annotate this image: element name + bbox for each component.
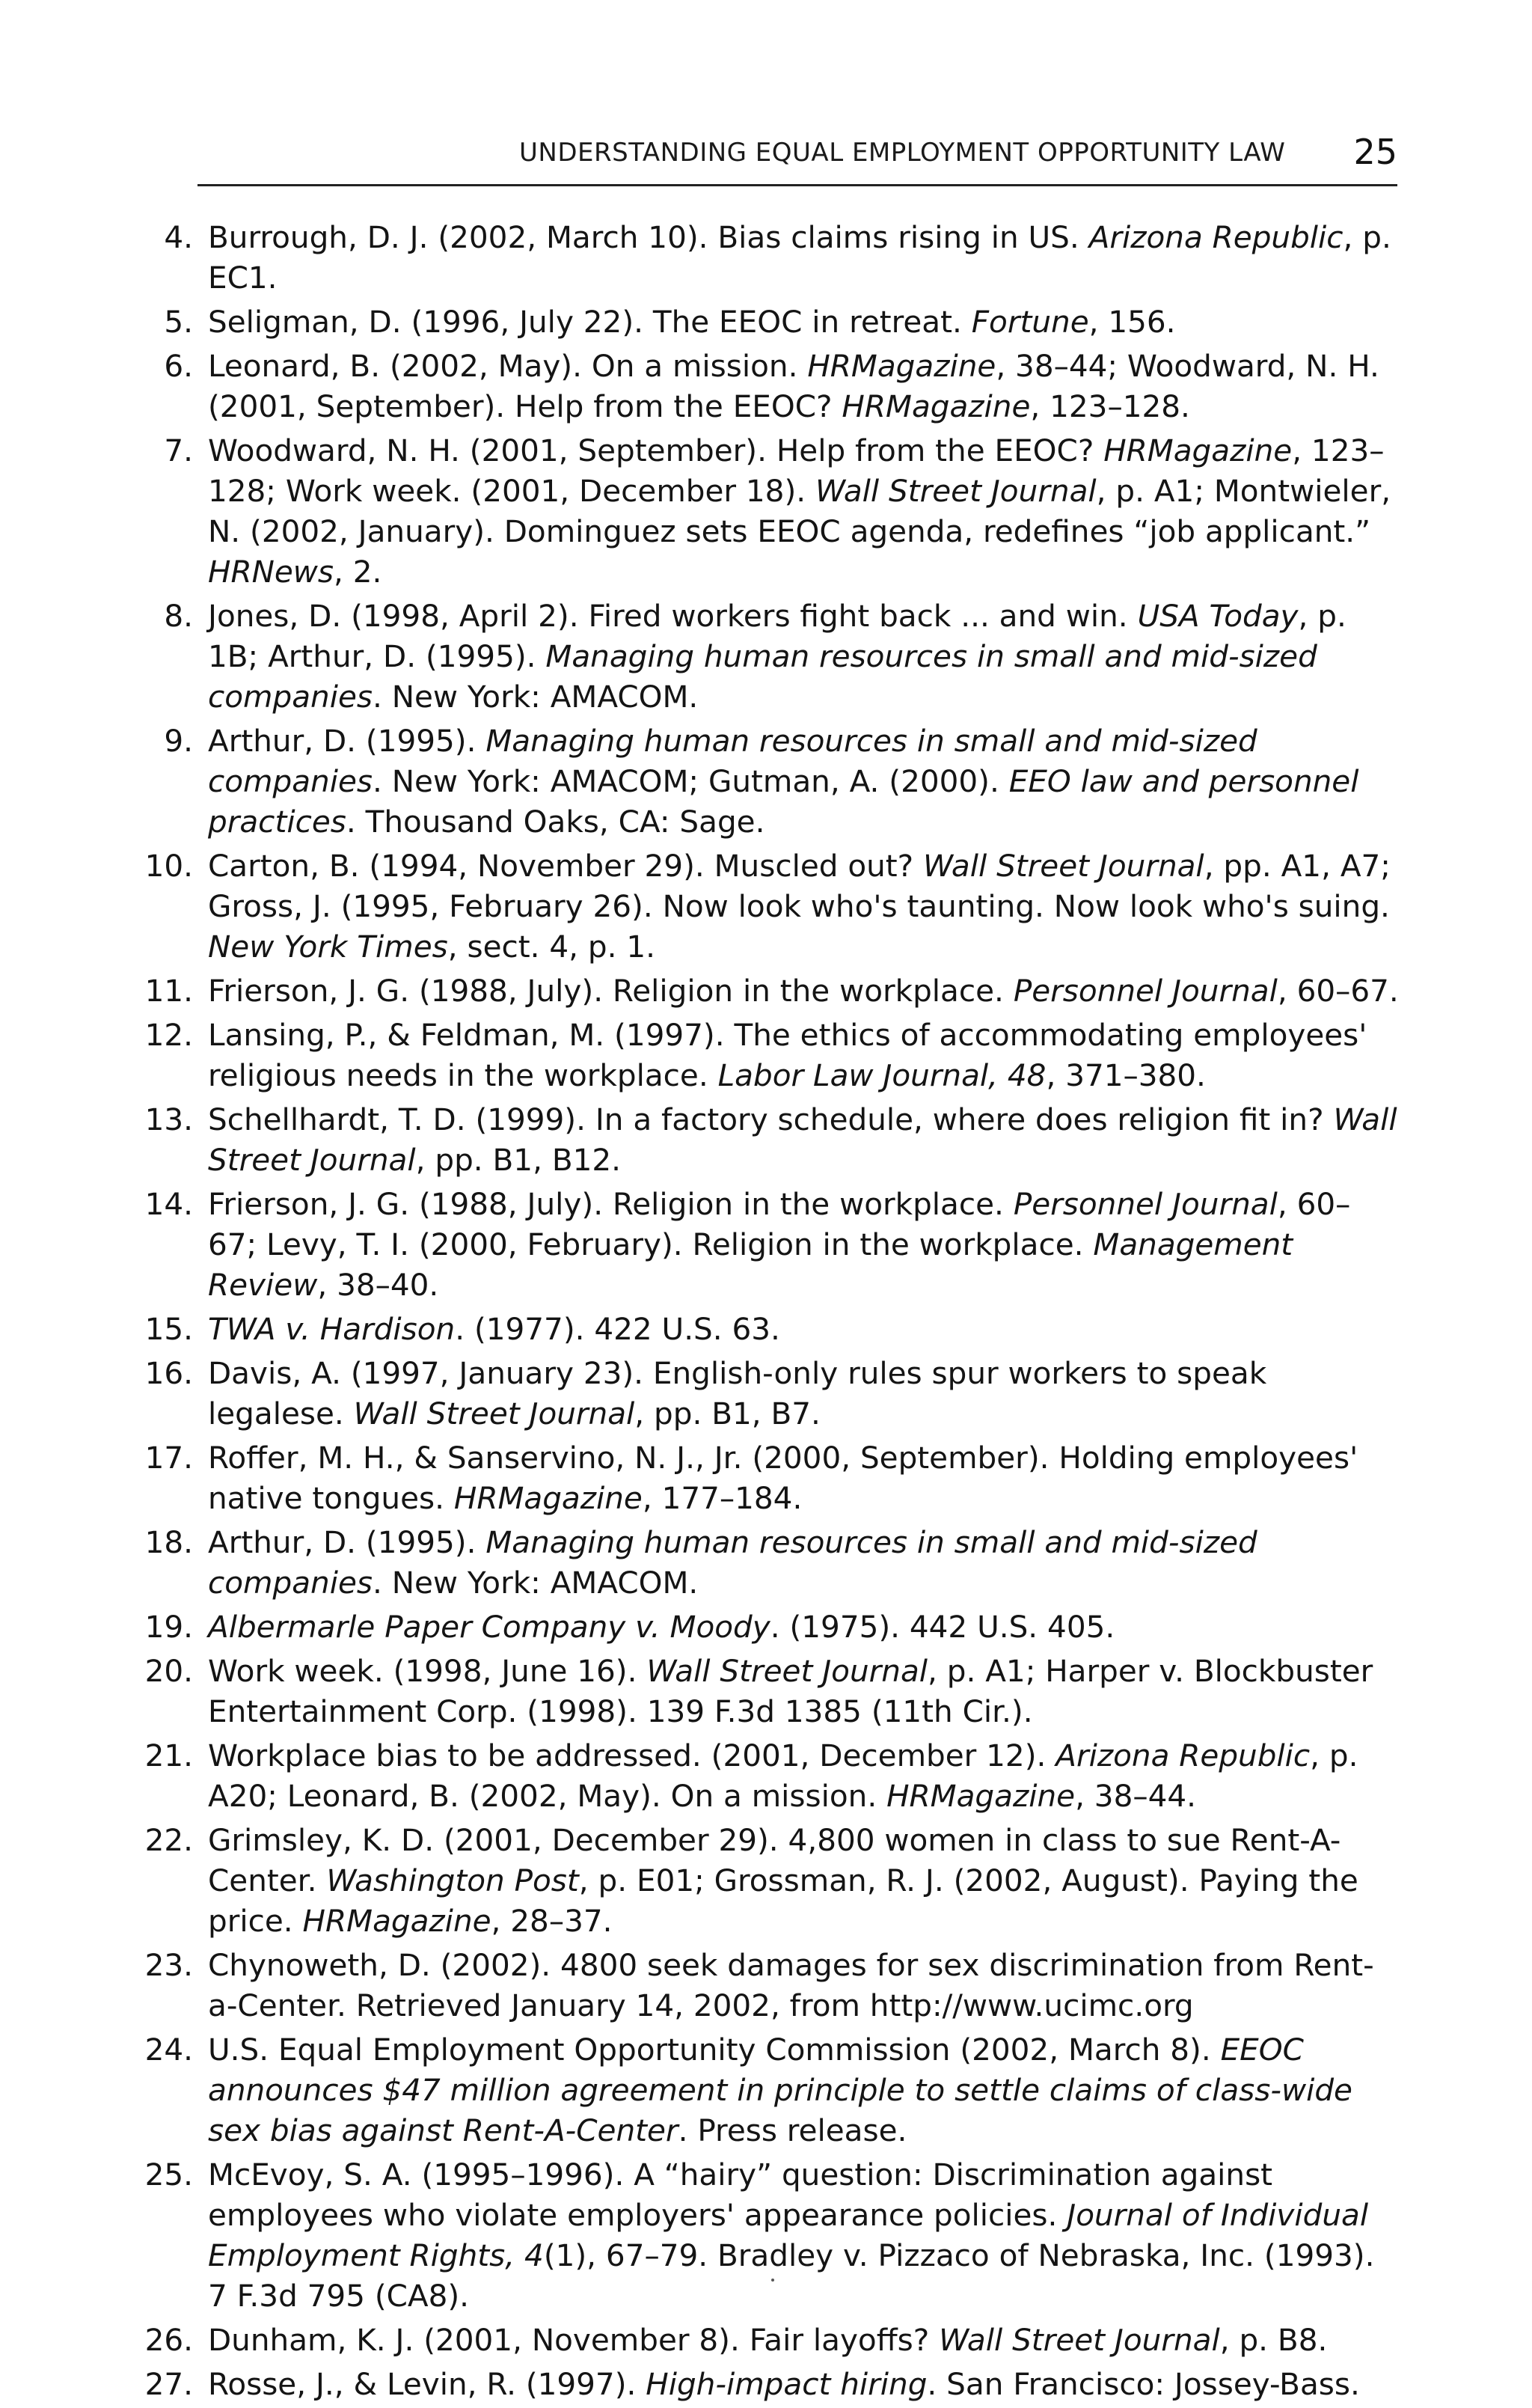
endnote-text [208, 1735, 1399, 1816]
citation-title: Managing human resources in small and mid-sized companies [208, 723, 1257, 799]
citation-text: Arthur, D. (1995). [208, 723, 486, 759]
citation-title: EEO law and personnel practices [208, 763, 1359, 840]
citation-text: , pp. B1, B7. [634, 1396, 821, 1431]
citation-text: . San Francisco: Jossey-Bass. [927, 2366, 1360, 2402]
citation-text: Arthur, D. (1995). [208, 1524, 486, 1560]
endnote-item [127, 596, 1399, 717]
citation-title: Personnel Journal [1013, 973, 1278, 1009]
citation-text: Davis, A. (1997, January 23). English-only rules spur workers to speak legalese. [208, 1355, 1267, 1431]
endnote-number: 6. [164, 348, 193, 384]
citation-text: Roffer, M. H., & Sanservino, N. J., Jr. (2000, September). Holding employees' native tongues. [208, 1440, 1358, 1516]
citation-text: Seligman, D. (1996, July 22). The EEOC in retreat. [208, 304, 972, 340]
citation-text: , p. 1B; Arthur, D. (1995). [208, 598, 1346, 674]
endnote-item [127, 2154, 1399, 2316]
endnote-text [208, 1820, 1399, 1941]
endnote-item [127, 1607, 1399, 1647]
citation-title: Washington Post [326, 1862, 579, 1898]
endnote-text [208, 1607, 1399, 1647]
endnote-text [208, 1353, 1399, 1434]
endnote-text [208, 971, 1399, 1011]
endnote-item [127, 846, 1399, 967]
citation-text: , 60–67. [1277, 973, 1399, 1009]
endnote-item [127, 721, 1399, 842]
citation-text: , 177–184. [642, 1480, 803, 1516]
citation-title: New York Times [208, 929, 448, 965]
endnote-item [127, 1015, 1399, 1095]
endnote-text [208, 1184, 1399, 1305]
citation-text: . Press release. [678, 2112, 907, 2148]
citation-title: High-impact hiring [646, 2366, 928, 2402]
endnote-text [208, 721, 1399, 842]
citation-title: Wall Street Journal [208, 1101, 1397, 1178]
citation-text: , 38–44. [1075, 1778, 1197, 1814]
endnote-item [127, 302, 1399, 342]
endnote-item [127, 1651, 1399, 1732]
citation-text: (1), 67–79. Bradley v. Pizzaco of Nebraska, Inc. (1993). 7 F.3d 795 (CA8). [208, 2237, 1375, 2314]
citation-text: . (1977). 422 U.S. 63. [455, 1311, 780, 1347]
citation-title: TWA v. Hardison [208, 1311, 456, 1347]
citation-text: , 38–44; Woodward, N. H. (2001, September). Help from the EEOC? [208, 348, 1379, 424]
endnote-item [127, 1945, 1399, 2026]
citation-title: Labor Law Journal, 48 [717, 1057, 1047, 1093]
citation-text: Lansing, P., & Feldman, M. (1997). The ethics of accommodating employees' religious needs in the workplace. [208, 1017, 1367, 1093]
citation-text: U.S. Equal Employment Opportunity Commission (2002, March 8). [208, 2032, 1221, 2068]
citation-text: Frierson, J. G. (1988, July). Religion in the workplace. [208, 1186, 1014, 1222]
endnote-text [208, 2364, 1399, 2404]
endnote-text [208, 346, 1399, 427]
endnote-number: 4. [164, 219, 193, 255]
citation-text: Rosse, J., & Levin, R. (1997). [208, 2366, 646, 2402]
endnote-number: 8. [164, 598, 193, 634]
endnote-number: 7. [164, 433, 193, 468]
citation-title: HRMagazine [1103, 433, 1293, 468]
endnote-text [208, 846, 1399, 967]
endnote-item [127, 1099, 1399, 1180]
citation-text: Schellhardt, T. D. (1999). In a factory schedule, where does religion fit in? [208, 1101, 1334, 1137]
citation-title: Managing human resources in small and mid-sized companies [208, 638, 1317, 715]
running-head: UNDERSTANDING EQUAL EMPLOYMENT OPPORTUNITY LAW [519, 138, 1286, 168]
page-header [197, 132, 1397, 183]
endnote-number: 16. [144, 1355, 193, 1391]
citation-text: , p. E01; Grossman, R. J. (2002, August). Paying the price. [208, 1862, 1358, 1939]
citation-text: , 28–37. [491, 1903, 613, 1939]
endnote-number: 20. [144, 1653, 193, 1689]
endnotes-list [127, 217, 1399, 2408]
endnote-item [127, 1735, 1399, 1816]
endnote-text [208, 302, 1399, 342]
citation-text: , p. A20; Leonard, B. (2002, May). On a mission. [208, 1738, 1358, 1814]
citation-text: , p. B8. [1219, 2322, 1328, 2358]
page-number: 25 [1353, 132, 1397, 172]
citation-title: HRMagazine [807, 348, 996, 384]
citation-title: Albermarle Paper Company v. Moody [208, 1609, 770, 1645]
citation-text: Work week. (1998, June 16). [208, 1653, 647, 1689]
citation-text: Burrough, D. J. (2002, March 10). Bias claims rising in US. [208, 219, 1089, 255]
citation-text: , 60–67; Levy, T. I. (2000, February). Religion in the workplace. [208, 1186, 1351, 1262]
citation-title: Wall Street Journal [646, 1653, 928, 1689]
citation-title: HRMagazine [886, 1778, 1076, 1814]
endnote-item [127, 1184, 1399, 1305]
endnote-number: 9. [164, 723, 193, 759]
citation-title: HRMagazine [302, 1903, 491, 1939]
endnote-number: 13. [144, 1101, 193, 1137]
citation-text: , 123–128. [1030, 388, 1190, 424]
citation-text: . New York: AMACOM; Gutman, A. (2000). [372, 763, 1009, 799]
endnote-number: 11. [144, 973, 193, 1009]
endnote-text [208, 1309, 1399, 1349]
citation-text: Chynoweth, D. (2002). 4800 seek damages for sex discrimination from Rent-a-Center. Retrieved January 14, 2002, from http://www.ucimc.org [208, 1947, 1374, 2023]
endnote-number: 14. [144, 1186, 193, 1222]
endnote-text [208, 2029, 1399, 2151]
citation-title: Journal of Individual Employment Rights, 4 [208, 2197, 1369, 2273]
header-rule [197, 184, 1397, 186]
citation-text: , 38–40. [317, 1267, 439, 1303]
citation-title: Fortune [971, 304, 1089, 340]
citation-title: Wall Street Journal [939, 2322, 1220, 2358]
citation-text: Jones, D. (1998, April 2). Fired workers fight back ... and win. [208, 598, 1138, 634]
citation-title: HRMagazine [453, 1480, 643, 1516]
endnote-text [208, 1945, 1399, 2026]
endnote-number: 22. [144, 1822, 193, 1858]
endnote-item [127, 2320, 1399, 2360]
citation-title: Arizona Republic [1055, 1738, 1311, 1773]
citation-text: , p. A1; Harper v. Blockbuster Entertainment Corp. (1998). 139 F.3d 1385 (11th Cir.). [208, 1653, 1373, 1729]
endnote-number: 18. [144, 1524, 193, 1560]
endnote-text [208, 217, 1399, 298]
citation-text: . New York: AMACOM. [372, 1565, 699, 1601]
endnote-item [127, 430, 1399, 592]
endnote-number: 5. [164, 304, 193, 340]
citation-text: , 371–380. [1046, 1057, 1206, 1093]
citation-text: , 123–128; Work week. (2001, December 18). [208, 433, 1385, 509]
citation-text: , p. A1; Montwieler, N. (2002, January). Dominguez sets EEOC agenda, redefines “job applicant.” [208, 473, 1391, 549]
endnote-number: 24. [144, 2032, 193, 2068]
endnote-item [127, 1309, 1399, 1349]
citation-title: EEOC announces $47 million agreement in principle to settle claims of class-wide sex bias against Rent-A-Center [208, 2032, 1352, 2148]
citation-title: Wall Street Journal [923, 848, 1204, 884]
endnote-text [208, 596, 1399, 717]
citation-text: Workplace bias to be addressed. (2001, December 12). [208, 1738, 1056, 1773]
citation-text: . New York: AMACOM. [372, 679, 699, 715]
citation-text: , 2. [334, 554, 382, 590]
citation-text: . (1975). 442 U.S. 405. [770, 1609, 1115, 1645]
endnote-item [127, 1437, 1399, 1518]
citation-text: Grimsley, K. D. (2001, December 29). 4,800 women in class to sue Rent-A-Center. [208, 1822, 1341, 1898]
citation-title: HRMagazine [842, 388, 1031, 424]
endnote-number: 21. [144, 1738, 193, 1773]
citation-title: Wall Street Journal [353, 1396, 635, 1431]
endnote-number: 19. [144, 1609, 193, 1645]
citation-text: , pp. B1, B12. [415, 1142, 622, 1178]
endnote-text [208, 1099, 1399, 1180]
citation-text: McEvoy, S. A. (1995–1996). A “hairy” question: Discrimination against employees who violate employers' appearance policies. [208, 2157, 1273, 2233]
citation-text: , sect. 4, p. 1. [447, 929, 655, 965]
citation-text: . Thousand Oaks, CA: Sage. [346, 804, 765, 840]
endnote-item [127, 1820, 1399, 1941]
endnote-text [208, 1015, 1399, 1095]
citation-title: Wall Street Journal [815, 473, 1097, 509]
citation-title: HRNews [208, 554, 334, 590]
citation-text: Leonard, B. (2002, May). On a mission. [208, 348, 808, 384]
endnote-text [208, 1437, 1399, 1518]
endnote-item [127, 2029, 1399, 2151]
endnote-number: 26. [144, 2322, 193, 2358]
endnote-text [208, 1651, 1399, 1732]
stray-dot [771, 2279, 774, 2282]
endnote-number: 27. [144, 2366, 193, 2402]
endnote-item [127, 2364, 1399, 2404]
endnote-text [208, 2154, 1399, 2316]
endnote-number: 10. [144, 848, 193, 884]
citation-title: Personnel Journal [1013, 1186, 1278, 1222]
endnote-number: 25. [144, 2157, 193, 2192]
citation-text: Carton, B. (1994, November 29). Muscled out? [208, 848, 924, 884]
endnote-number: 17. [144, 1440, 193, 1476]
citation-title: Managing human resources in small and mid-sized companies [208, 1524, 1257, 1601]
citation-title: Arizona Republic [1088, 219, 1343, 255]
endnote-item [127, 217, 1399, 298]
endnote-number: 12. [144, 1017, 193, 1053]
citation-title: USA Today [1137, 598, 1299, 634]
citation-text: Frierson, J. G. (1988, July). Religion in the workplace. [208, 973, 1014, 1009]
endnote-item [127, 1353, 1399, 1434]
endnote-text [208, 2320, 1399, 2360]
endnote-item [127, 346, 1399, 427]
citation-text: Dunham, K. J. (2001, November 8). Fair layoffs? [208, 2322, 940, 2358]
citation-text: , pp. A1, A7; Gross, J. (1995, February 26). Now look who's taunting. Now look who's suing. [208, 848, 1391, 924]
citation-text: , p. EC1. [208, 219, 1391, 296]
endnote-item [127, 971, 1399, 1011]
citation-title: Management Review [208, 1226, 1293, 1303]
endnote-number: 15. [144, 1311, 193, 1347]
endnote-text [208, 1522, 1399, 1603]
endnote-item [127, 1522, 1399, 1603]
endnote-number: 23. [144, 1947, 193, 1983]
citation-text: , 156. [1088, 304, 1176, 340]
endnote-text [208, 430, 1399, 592]
citation-text: Woodward, N. H. (2001, September). Help from the EEOC? [208, 433, 1104, 468]
